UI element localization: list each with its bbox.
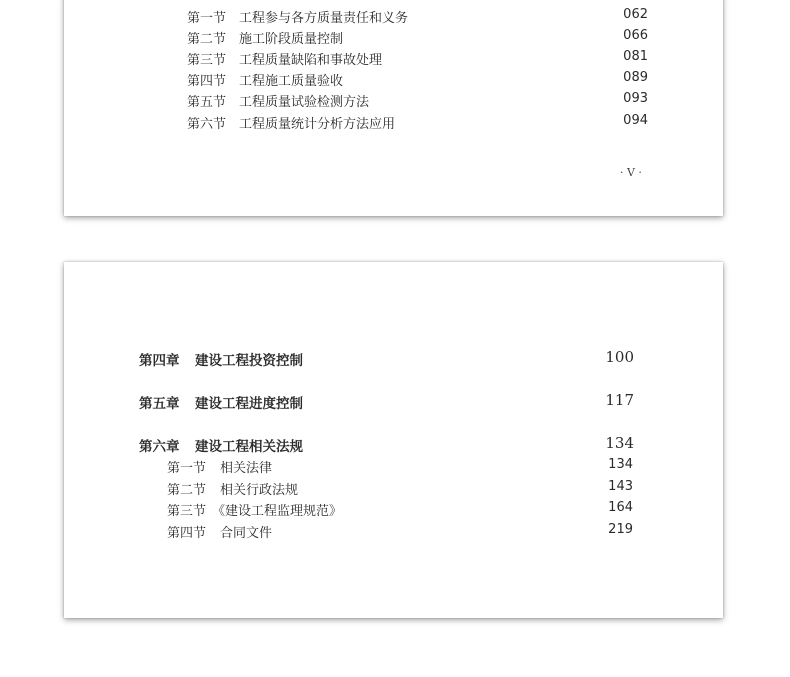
section-page-number: 164 xyxy=(608,500,633,515)
toc-page-top xyxy=(64,0,723,216)
chapter-title: 建设工程相关法规 xyxy=(195,439,303,455)
chapter-page-number: 100 xyxy=(605,348,634,366)
section-page-number: 081 xyxy=(623,49,648,64)
section-number: 第六节 xyxy=(187,117,227,132)
section-title: 相关行政法规 xyxy=(220,483,299,498)
section-title: 合同文件 xyxy=(220,526,273,541)
section-title: 相关法律 xyxy=(220,461,273,476)
section-number: 第二节 xyxy=(167,483,207,498)
chapter-title: 建设工程进度控制 xyxy=(195,396,303,412)
section-page-number: 094 xyxy=(623,113,648,128)
section-page-number: 134 xyxy=(608,457,633,472)
section-page-number: 062 xyxy=(623,7,648,22)
section-number: 第一节 xyxy=(167,461,207,476)
section-page-number: 143 xyxy=(608,479,633,494)
section-title: 《建设工程监理规范》 xyxy=(212,504,343,519)
section-title: 工程质量统计分析方法应用 xyxy=(239,117,396,132)
chapter-page-number: 134 xyxy=(605,434,634,452)
chapter-number: 第六章 xyxy=(139,439,180,455)
section-number: 第一节 xyxy=(187,11,227,26)
section-title: 施工阶段质量控制 xyxy=(239,32,344,47)
section-page-number: 219 xyxy=(608,522,633,537)
section-number: 第二节 xyxy=(187,32,227,47)
section-title: 工程质量试验检测方法 xyxy=(239,95,370,110)
section-page-number: 066 xyxy=(623,28,648,43)
toc-page-bottom xyxy=(64,262,723,618)
section-title: 工程质量缺陷和事故处理 xyxy=(239,53,383,68)
chapter-number: 第五章 xyxy=(139,396,180,412)
section-title: 工程参与各方质量责任和义务 xyxy=(239,11,409,26)
section-number: 第四节 xyxy=(167,526,207,541)
chapter-page-number: 117 xyxy=(605,391,634,409)
section-title: 工程施工质量验收 xyxy=(239,74,344,89)
chapter-number: 第四章 xyxy=(139,353,180,369)
section-number: 第四节 xyxy=(187,74,227,89)
section-page-number: 093 xyxy=(623,91,648,106)
chapter-title: 建设工程投资控制 xyxy=(195,353,303,369)
section-number: 第三节 xyxy=(187,53,227,68)
page-folio: · V · xyxy=(620,166,642,179)
section-number: 第三节 xyxy=(167,504,207,519)
section-page-number: 089 xyxy=(623,70,648,85)
section-number: 第五节 xyxy=(187,95,227,110)
